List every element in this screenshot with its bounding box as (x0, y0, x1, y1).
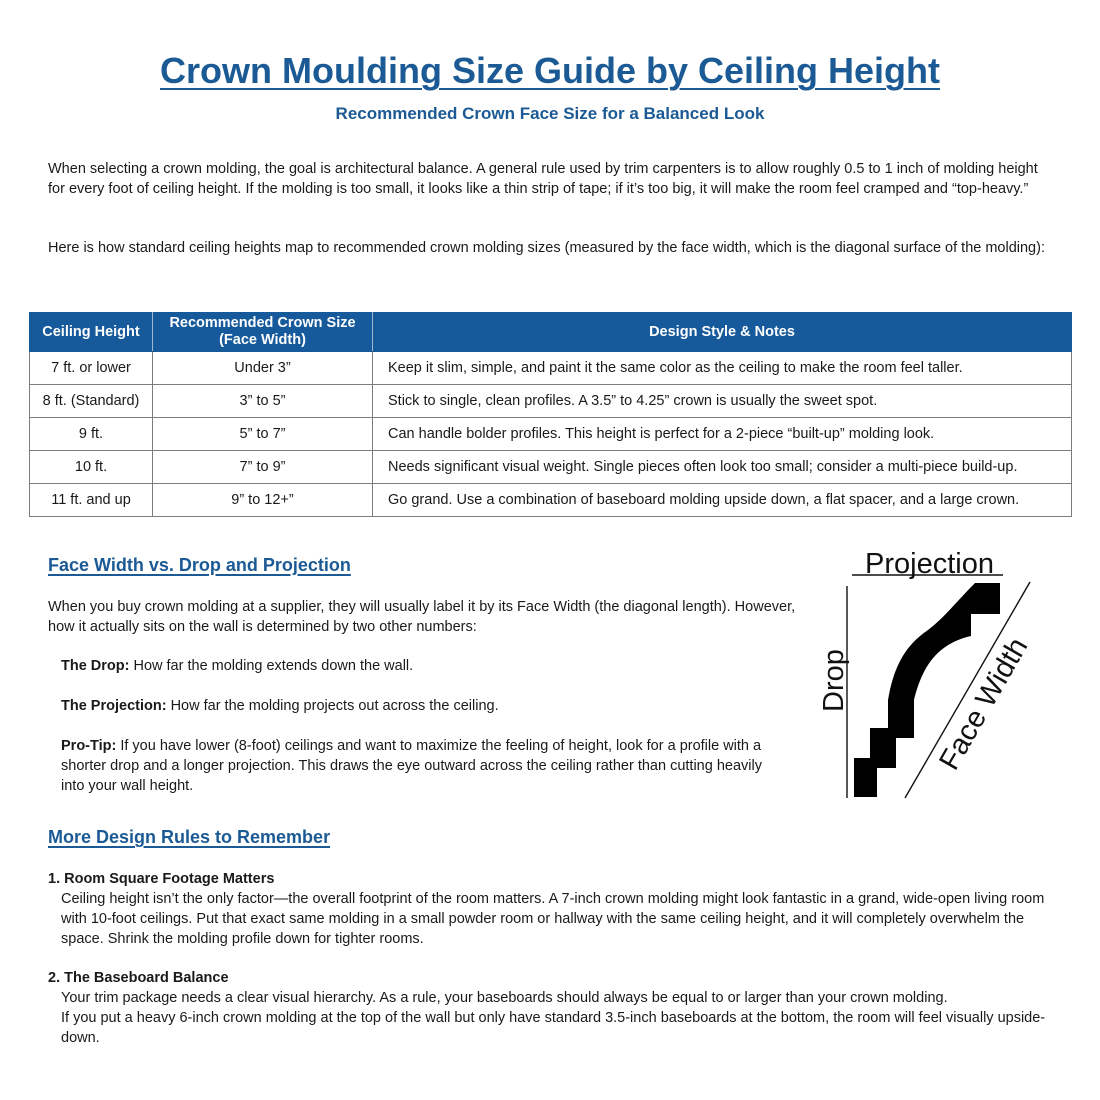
cell-notes: Needs significant visual weight. Single pieces often look too small; consider a multi-piece build-up. (373, 451, 1072, 484)
projection-term: The Projection: (61, 698, 167, 714)
table-row (30, 385, 1072, 418)
rule-body: Ceiling height isn’t the only factor—the overall footprint of the room matters. A 7-inch crown molding might look fantastic in a grand, wide-open living room with 10-foot ceilings. Put that exact same molding in a small powder room or hallway with the same ceiling height, and it will completely overwhelm the space. Shrink the molding profile down for tighter rooms. (61, 891, 1045, 947)
cell-ceiling-height: 9 ft. (30, 418, 153, 451)
table-row (30, 451, 1072, 484)
header-design-notes: Design Style & Notes (373, 313, 1072, 352)
page-title: Crown Moulding Size Guide by Ceiling Height (160, 50, 940, 91)
cell-notes: Go grand. Use a combination of baseboard molding upside down, a flat spacer, and a large crown. (373, 484, 1072, 517)
rule-title: 2. The Baseboard Balance (48, 970, 229, 986)
drop-label: Drop (818, 649, 850, 712)
pro-tip-term: Pro-Tip: (61, 738, 117, 754)
section-heading-face-width: Face Width vs. Drop and Projection (48, 555, 351, 575)
projection-text: How far the molding projects out across the ceiling. (166, 698, 499, 714)
face-width-intro: When you buy crown molding at a supplier, they will usually label it by its Face Width (the diagonal length). However, how it actually sits on the wall is determined by two other numbers: (48, 599, 796, 635)
projection-label: Projection (865, 548, 994, 580)
pro-tip-text: If you have lower (8-foot) ceilings and want to maximize the feeling of height, look for a profile with a shorter drop and a longer projection. This draws the eye outward across the ceiling rather than cutting heavily into your wall height. (61, 738, 762, 794)
drop-term: The Drop: (61, 658, 130, 674)
cell-notes: Can handle bolder profiles. This height is perfect for a 2-piece “built-up” molding look. (373, 418, 1072, 451)
cell-crown-size: Under 3” (153, 352, 373, 385)
page-subtitle: Recommended Crown Face Size for a Balanced Look (335, 104, 765, 123)
design-rule-2 (48, 968, 1058, 1048)
rule-body-line: If you put a heavy 6-inch crown molding at the top of the wall but only have standard 3.5-inch baseboards at the bottom, the room will feel visually upside-down. (61, 1010, 1046, 1046)
table-row (30, 484, 1072, 517)
cell-crown-size: 3” to 5” (153, 385, 373, 418)
cell-crown-size: 5” to 7” (153, 418, 373, 451)
rule-title: 1. Room Square Footage Matters (48, 871, 275, 887)
cell-crown-size: 9” to 12+” (153, 484, 373, 517)
cell-notes: Keep it slim, simple, and paint it the same color as the ceiling to make the room feel taller. (373, 352, 1072, 385)
cell-ceiling-height: 7 ft. or lower (30, 352, 153, 385)
face-width-label: Face Width (933, 632, 1035, 776)
table-row (30, 352, 1072, 385)
size-guide-table (29, 312, 1072, 517)
cell-ceiling-height: 11 ft. and up (30, 484, 153, 517)
drop-definition (61, 656, 781, 676)
section-heading-design-rules: More Design Rules to Remember (48, 827, 331, 847)
table-row (30, 418, 1072, 451)
intro-paragraph-table-lead: Here is how standard ceiling heights map to recommended crown molding sizes (measured by the face width, which is the diagonal surface of the molding): (48, 240, 1045, 256)
pro-tip (61, 736, 781, 796)
drop-text: How far the molding extends down the wall. (129, 658, 414, 674)
header-ceiling-height: Ceiling Height (30, 313, 153, 352)
design-rule-1 (48, 869, 1058, 949)
cell-ceiling-height: 10 ft. (30, 451, 153, 484)
cell-ceiling-height: 8 ft. (Standard) (30, 385, 153, 418)
cell-notes: Stick to single, clean profiles. A 3.5” to 4.25” crown is usually the sweet spot. (373, 385, 1072, 418)
cell-crown-size: 7” to 9” (153, 451, 373, 484)
header-crown-size: Recommended Crown Size (Face Width) (153, 313, 373, 352)
rule-body-line: Your trim package needs a clear visual hierarchy. As a rule, your baseboards should always be equal to or larger than your crown molding. (61, 990, 948, 1006)
projection-definition (61, 696, 781, 716)
crown-molding-profile-diagram (810, 540, 1050, 810)
intro-paragraph: When selecting a crown molding, the goal is architectural balance. A general rule used by trim carpenters is to allow roughly 0.5 to 1 inch of molding height for every foot of ceiling height. If the molding is too small, it looks like a thin strip of tape; if it’s too big, it will make the room feel cramped and “top-heavy.” (48, 161, 1038, 197)
table-header-row (30, 313, 1072, 352)
